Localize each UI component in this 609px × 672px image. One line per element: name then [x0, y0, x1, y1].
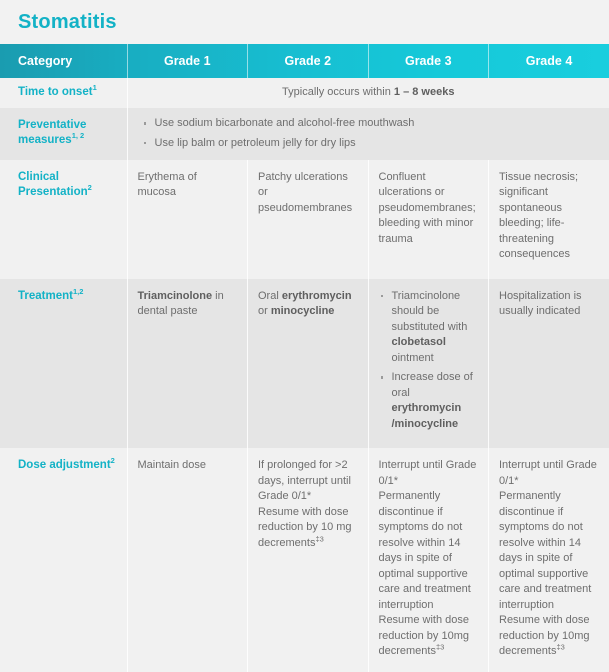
header-grade-4: Grade 4	[489, 44, 609, 78]
list-item	[379, 370, 479, 432]
page-title: Stomatitis	[18, 11, 117, 34]
header-category: Category	[0, 44, 127, 78]
dose-g4-line3: Resume with dose reduction by 10mg decrements	[499, 614, 590, 657]
cell-clinical-grade-2: Patchy ulcerations or pseudomembranes	[248, 160, 369, 279]
grading-table	[0, 44, 609, 672]
header-grade-1: Grade 1	[127, 44, 248, 78]
dose-g4-line2: Permanently discontinue if symptoms do not resolve within 14 days in spite of optimal supportive care and treatment interruption	[499, 489, 599, 613]
cell-clinical-grade-3: Confluent ulcerations or pseudomembranes; bleeding with minor trauma	[368, 160, 489, 279]
row-label-line1: Preventative	[18, 118, 117, 133]
row-treatment	[0, 279, 609, 449]
row-label-time-to-onset	[0, 78, 127, 108]
drug-name: minocycline	[271, 305, 335, 317]
drug-name: erythromycin	[282, 290, 352, 302]
treatment-g1-rest: in dental paste	[138, 290, 224, 318]
footnote-marker: ‡3	[556, 642, 564, 651]
list-item: Use sodium bicarbonate and alcohol-free mouthwash	[142, 116, 600, 132]
cell-onset-merged	[127, 78, 609, 108]
row-clinical-presentation	[0, 160, 609, 279]
cell-preventative-merged	[127, 108, 609, 160]
cell-treatment-grade-3	[368, 279, 489, 449]
row-label-text: Clinical Presentation	[18, 171, 88, 198]
cell-clinical-grade-1: Erythema of mucosa	[127, 160, 248, 279]
cell-treatment-grade-2	[248, 279, 369, 449]
row-label-text: Time to onset	[18, 86, 93, 98]
cell-treatment-grade-1	[127, 279, 248, 449]
treatment-bullet-list	[379, 289, 479, 433]
title-bar	[0, 0, 609, 44]
cell-dose-grade-4	[489, 448, 609, 672]
header-row	[0, 44, 609, 78]
cell-dose-grade-3	[368, 448, 489, 672]
cell-clinical-grade-4: Tissue necrosis; significant spontaneous bleeding; life-threatening consequences	[489, 160, 609, 279]
header-grade-3: Grade 3	[368, 44, 489, 78]
drug-name: erythromycin /minocycline	[392, 402, 462, 430]
footnote-marker: 1,2	[73, 287, 83, 296]
row-label-clinical	[0, 160, 127, 279]
row-label-treatment	[0, 279, 127, 449]
drug-name: Triamcinolone	[138, 290, 213, 302]
treatment-g2-prefix: Oral	[258, 290, 282, 302]
bullet-text-pre: Increase dose of oral	[392, 371, 473, 399]
footnote-marker: ‡3	[315, 534, 323, 543]
dose-g3-line3: Resume with dose reduction by 10mg decrements	[379, 614, 470, 657]
cell-dose-grade-1: Maintain dose	[127, 448, 248, 672]
list-item: Use lip balm or petroleum jelly for dry lips	[142, 136, 600, 152]
onset-prefix: Typically occurs within	[282, 86, 394, 98]
bullet-text-pre: Triamcinolone should be substituted with	[392, 290, 468, 333]
preventative-bullet-list	[142, 116, 600, 151]
row-label-line2: measures	[18, 134, 72, 146]
row-label-preventative	[0, 108, 127, 160]
cell-treatment-grade-4: Hospitalization is usually indicated	[489, 279, 609, 449]
treatment-g2-mid: or	[258, 305, 271, 317]
dose-g4-line1: Interrupt until Grade 0/1*	[499, 458, 599, 489]
row-preventative-measures	[0, 108, 609, 160]
header-grade-2: Grade 2	[248, 44, 369, 78]
row-label-text: Dose adjustment	[18, 459, 111, 471]
row-dose-adjustment	[0, 448, 609, 672]
drug-name: clobetasol	[392, 336, 446, 348]
bullet-text-post: ointment	[392, 352, 434, 364]
row-label-text: Treatment	[18, 290, 73, 302]
row-label-dose	[0, 448, 127, 672]
table-header	[0, 44, 609, 78]
dose-g3-line1: Interrupt until Grade 0/1*	[379, 458, 479, 489]
cell-dose-grade-2	[248, 448, 369, 672]
footnote-marker: 2	[111, 456, 115, 465]
footnote-marker: 1, 2	[72, 131, 85, 140]
onset-range: 1 – 8 weeks	[394, 86, 455, 98]
row-time-to-onset	[0, 78, 609, 108]
footnote-marker: 1	[93, 83, 97, 92]
dose-g3-line2: Permanently discontinue if symptoms do not resolve within 14 days in spite of optimal supportive care and treatment interruption	[379, 489, 479, 613]
dose-g2-line2: Resume with dose reduction by 10 mg decrements	[258, 506, 352, 549]
dose-g2-line1: If prolonged for >2 days, interrupt until Grade 0/1*	[258, 458, 358, 505]
list-item	[379, 289, 479, 367]
footnote-marker: 2	[88, 183, 92, 192]
footnote-marker: ‡3	[436, 642, 444, 651]
